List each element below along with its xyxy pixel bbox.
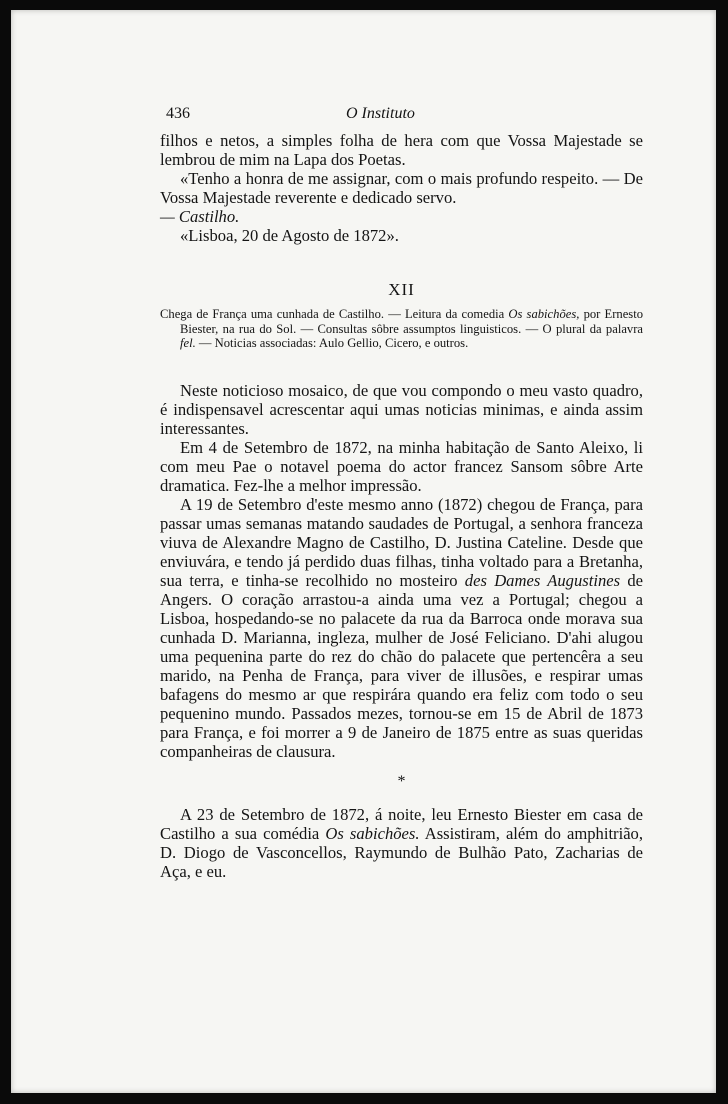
- summary-title: Os sabichões,: [508, 307, 580, 321]
- section-asterism: *: [397, 772, 406, 790]
- letter-date: «Lisboa, 20 de Agosto de 1872».: [180, 226, 399, 245]
- page-number: 436: [166, 105, 190, 122]
- summary-word: fel.: [180, 336, 196, 350]
- italic-phrase: des Dames Augustines: [464, 570, 621, 590]
- text-block: [160, 101, 643, 881]
- letter-paragraph: «Tenho a honra de me assignar, com o mais profundo respeito. — De Vossa Majestade reverente e dedicado servo.: [160, 169, 643, 207]
- body-paragraph: Neste noticioso mosaico, de que vou compondo o meu vasto quadro, é indispensavel acrescentar aqui umas noticias minimas, e ainda assim interessantes.: [160, 380, 643, 438]
- letter-signature: — Castilho.: [160, 207, 240, 226]
- italic-title: Os sabichões.: [325, 823, 420, 843]
- journal-title: O Instituto: [346, 105, 415, 122]
- running-head: [160, 101, 643, 131]
- chapter-number: XII: [388, 280, 415, 299]
- body-paragraph: A 23 de Setembro de 1872, á noite, leu Ernesto Biester em casa de Castilho a sua comédia Os sabichões. Assistiram, além do amphitrião, D. Diogo de Vasconcellos, Raymundo de Bulhão Pato, Zacharias de Aça, e eu.: [160, 804, 644, 881]
- body-paragraph: Em 4 de Setembro de 1872, na minha habitação de Santo Aleixo, li com meu Pae o notavel poema do actor francez Sansom sôbre Arte dramatica. Fez-lhe a melhor impressão.: [160, 437, 643, 495]
- chapter-summary: Chega de França uma cunhada de Castilho. — Leitura da comedia Os sabichões, por Ernesto Biester, na rua do Sol. — Consultas sôbre assumptos linguisticos. — O plural da palavra fel. — Noticias associadas: Aulo Gellio, Cicero, e outros.: [160, 307, 643, 350]
- book-page: [11, 10, 716, 1093]
- letter-paragraph: filhos e netos, a simples folha de hera com que Vossa Majestade se lembrou de mim na Lapa dos Poetas.: [160, 131, 643, 169]
- body-paragraph: A 19 de Setembro d'este mesmo anno (1872) chegou de França, para passar umas semanas matando saudades de Portugal, a senhora franceza viuva de Alexandre Magno de Castilho, D. Justina Cateline. Desde que enviuvára, e tendo já perdido duas filhas, tinha voltado para a Bretanha, sua terra, e tinha-se recolhido no mosteiro des Dames Augustines de Angers. O coração arrastou-a ainda uma vez a Portugal; chegou a Lisboa, hospedando-se no palacete da rua da Barroca onde morava sua cunhada D. Marianna, ingleza, mulher de José Feliciano. D'ahi alugou uma pequenina parte do rez do chão do palacete que pertencêra a seu marido, na Penha de França, para viver de illusões, e respirar umas bafagens do mesmo ar que respirára quando era feliz com todo o seu pequenino mundo. Passados mezes, tornou-se em 15 de Abril de 1873 para França, e foi morrer a 9 de Janeiro de 1875 entre as suas queridas companheiras de clausura.: [160, 494, 644, 761]
